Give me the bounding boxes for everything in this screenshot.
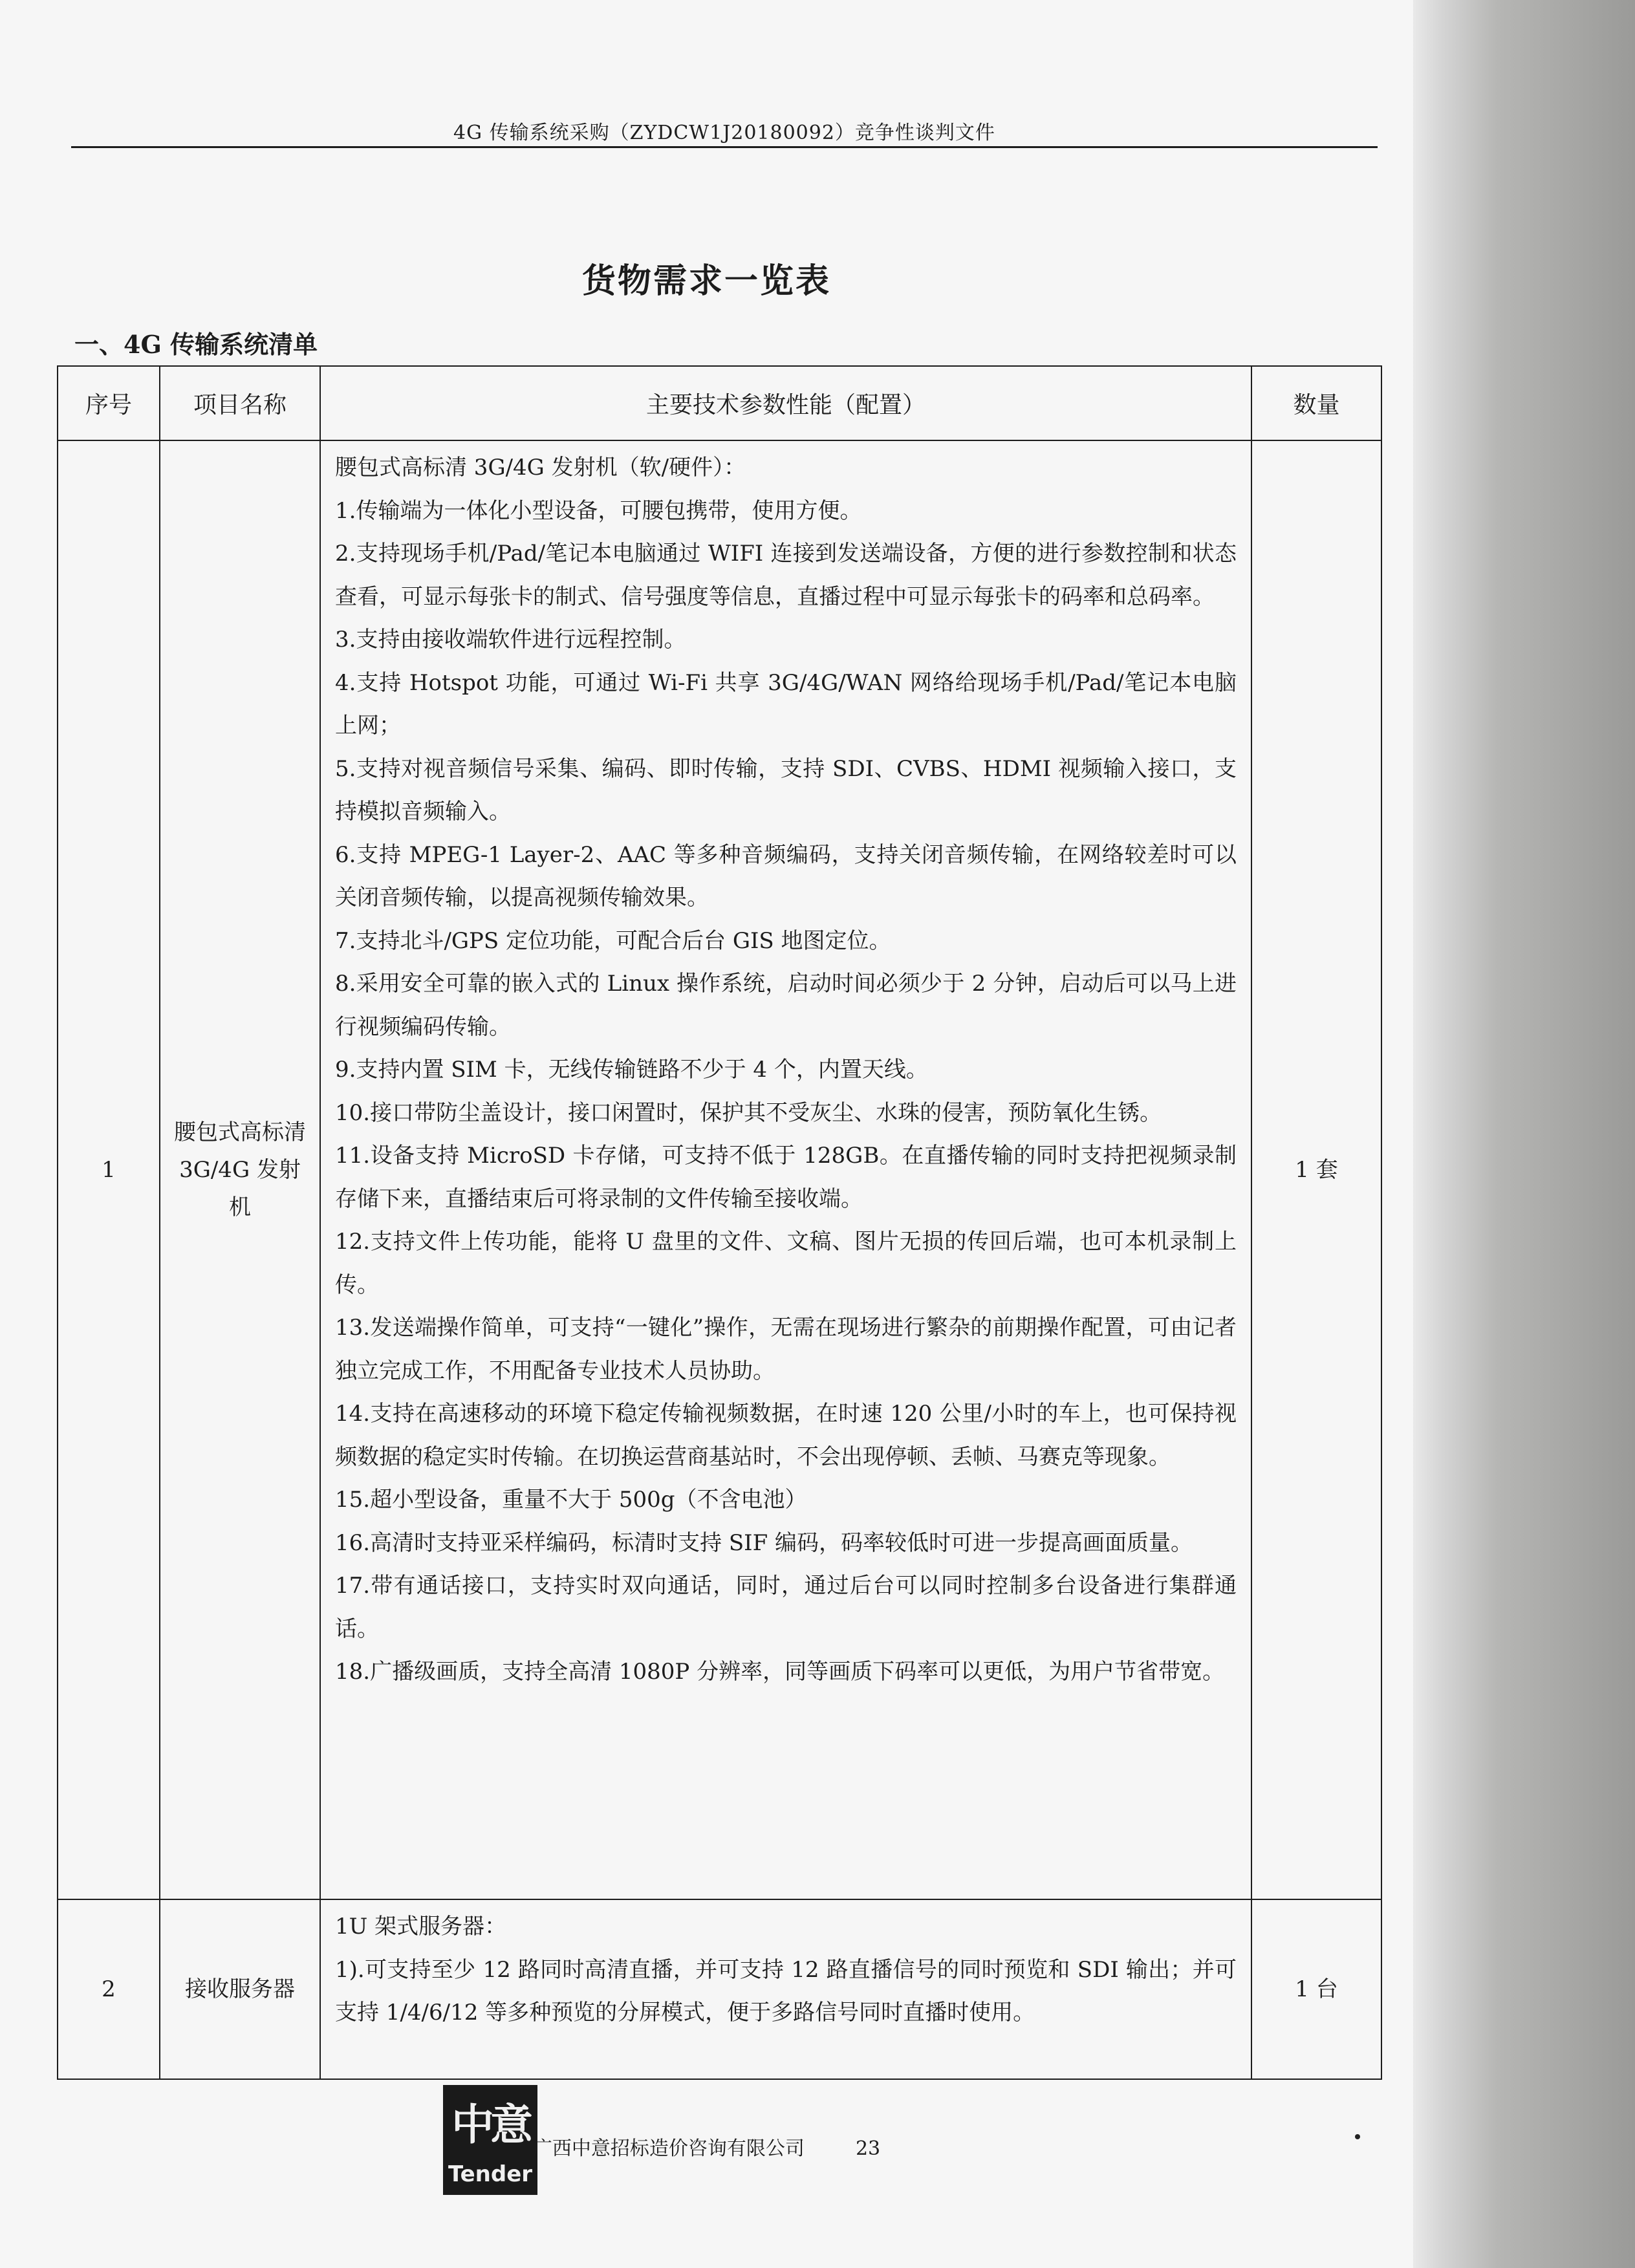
page-footer xyxy=(0,2132,1413,2161)
spec-line: 4.支持 Hotspot 功能，可通过 Wi-Fi 共享 3G/4G/WAN 网络给现场手机/Pad/笔记本电脑上网； xyxy=(335,669,1237,739)
table-header-row xyxy=(58,366,1381,440)
column-header-seq: 序号 xyxy=(58,366,160,440)
header-rule xyxy=(71,146,1378,148)
spec-line: 1.传输端为一体化小型设备，可腰包携带，使用方便。 xyxy=(335,497,862,524)
row-qty: 1 套 xyxy=(1251,440,1381,1899)
row-qty: 1 台 xyxy=(1251,1899,1381,2079)
scan-background xyxy=(1413,0,1635,2268)
row-spec xyxy=(320,1899,1251,2079)
spec-line: 2.支持现场手机/Pad/笔记本电脑通过 WIFI 连接到发送端设备，方便的进行参数控制和状态查看，可显示每张卡的制式、信号强度等信息，直播过程中可显示每张卡的码率和总码率。 xyxy=(335,541,1237,610)
row-seq: 1 xyxy=(58,440,160,1899)
footer-page-number: 23 xyxy=(855,2137,881,2160)
column-header-name: 项目名称 xyxy=(160,366,320,440)
spec-line: 15.超小型设备，重量不大于 500g（不含电池） xyxy=(335,1487,807,1513)
spec-line: 9.支持内置 SIM 卡，无线传输链路不少于 4 个，内置天线。 xyxy=(335,1057,928,1083)
scan-speck xyxy=(1355,2134,1360,2139)
spec-line: 8.采用安全可靠的嵌入式的 Linux 操作系统，启动时间必须少于 2 分钟，启动后可以马上进行视频编码传输。 xyxy=(335,971,1237,1040)
row-item-name: 腰包式高标清 3G/4G 发射机 xyxy=(160,440,320,1899)
spec-line: 6.支持 MPEG-1 Layer-2、AAC 等多种音频编码，支持关闭音频传输，在网络较差时可以关闭音频传输，以提高视频传输效果。 xyxy=(335,841,1237,911)
spec-line: 11.设备支持 MicroSD 卡存储，可支持不低于 128GB。在直播传输的同时支持把视频录制存储下来，直播结束后可将录制的文件传输至接收端。 xyxy=(335,1143,1237,1212)
spec-line: 12.支持文件上传功能，能将 U 盘里的文件、文稿、图片无损的传回后端，也可本机录制上传。 xyxy=(335,1229,1237,1298)
column-header-spec: 主要技术参数性能（配置） xyxy=(320,366,1251,440)
page-title: 货物需求一览表 xyxy=(581,261,831,301)
spec-line: 14.支持在高速移动的环境下稳定传输视频数据，在时速 120 公里/小时的车上，也可保持视频数据的稳定实时传输。在切换运营商基站时，不会出现停顿、丢帧、马赛克等现象。 xyxy=(335,1401,1237,1470)
spec-line: 腰包式高标清 3G/4G 发射机（软/硬件）： xyxy=(335,455,746,481)
column-header-qty: 数量 xyxy=(1251,366,1381,440)
spec-line: 1U 架式服务器： xyxy=(335,1914,507,1939)
page-header: 4G 传输系统采购（ZYDCW1J20180092）竞争性谈判文件 xyxy=(453,122,995,144)
spec-line: 7.支持北斗/GPS 定位功能，可配合后台 GIS 地图定位。 xyxy=(335,927,891,954)
spec-line: 17.带有通话接口，支持实时双向通话，同时，通过后台可以同时控制多台设备进行集群通话。 xyxy=(335,1573,1237,1642)
spec-line: 3.支持由接收端软件进行远程控制。 xyxy=(335,627,686,653)
row-item-name: 接收服务器 xyxy=(160,1899,320,2079)
table-row xyxy=(58,1899,1381,2079)
spec-line: 13.发送端操作简单，可支持“一键化”操作，无需在现场进行繁杂的前期操作配置，可由记者独立完成工作，不用配备专业技术人员协助。 xyxy=(335,1315,1237,1384)
section-heading: 一、4G 传输系统清单 xyxy=(74,330,318,359)
spec-line: 18.广播级画质，支持全高清 1080P 分辨率，同等画质下码率可以更低，为用户节省带宽。 xyxy=(335,1659,1225,1685)
logo-text-cn: 中意 xyxy=(451,2099,529,2150)
spec-line: 16.高清时支持亚采样编码，标清时支持 SIF 编码，码率较低时可进一步提高画面质量。 xyxy=(335,1529,1193,1556)
spec-line: 10.接口带防尘盖设计，接口闲置时，保护其不受灰尘、水珠的侵害，预防氧化生锈。 xyxy=(335,1099,1162,1126)
row-spec xyxy=(320,440,1251,1899)
table-row xyxy=(58,440,1381,1899)
requirements-table xyxy=(57,365,1382,2080)
row-seq: 2 xyxy=(58,1899,160,2079)
logo-text-en: Tender xyxy=(448,2161,533,2187)
footer-company: 广西中意招标造价咨询有限公司 xyxy=(532,2137,805,2160)
spec-line: 1).可支持至少 12 路同时高清直播，并可支持 12 路直播信号的同时预览和 SDI 输出；并可支持 1/4/6/12 等多种预览的分屏模式，便于多路信号同时直播时使用。 xyxy=(335,1956,1237,2025)
spec-line: 5.支持对视音频信号采集、编码、即时传输，支持 SDI、CVBS、HDMI 视频输入接口，支持模拟音频输入。 xyxy=(335,755,1237,825)
